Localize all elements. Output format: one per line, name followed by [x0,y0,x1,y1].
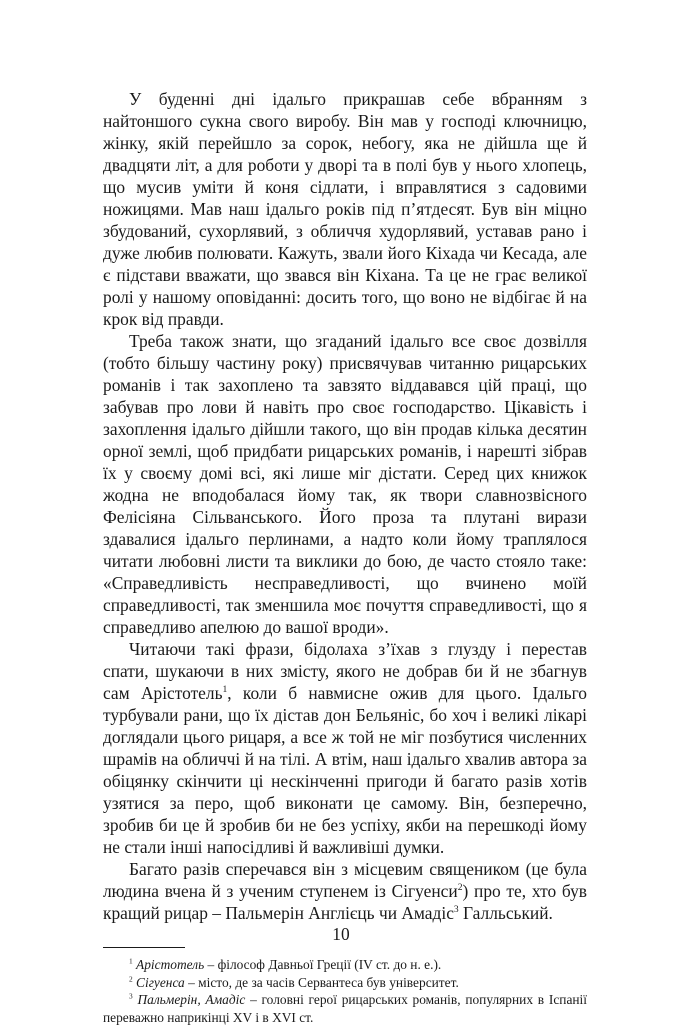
footnote-divider [103,947,185,948]
footnote-reference-1: 1 [222,684,228,696]
footnote-term: Пальмерін, Амадіс [137,992,246,1007]
footnote-text: – філософ Давньої Греції (IV ст. до н. е.). [204,957,442,972]
footnote-text: – головні герої рицарських романів, популярних в Іспанії переважно наприкінці XV і в XVI ст. [103,992,587,1025]
footnote-2 [103,974,587,992]
footnote-mark: 3 [129,991,133,1001]
footnote-text: – місто, де за часів Сервантеса був університет. [184,974,459,990]
footnote-mark: 1 [129,956,133,966]
paragraph-3-text-b: , коли б навмисне ожив для цього. Ідальго турбували рани, що їх дістав дон Бельяніс, бо хоч і великі лікарі доглядали цього рицаря, а все ж той не міг позбутися численних шрамів на обличчі й на тілі. А втім, наш ідальго хвалив автора за обіцянку скінчити ці нескінченні пригоди й багато разів хотів узятися за перо, щоб виконати це самому. Він, безперечно, зробив би це й зробив би не без успіху, якби на перешкоді йому не стали інші напосідливі й важливіші думки. [103,683,587,857]
paragraph-3-text-a: Читаючи такі фрази, бідолаха з’їхав з глузду і перестав спати, шукаючи в них змісту, якого не добрав би й не збагнув сам Арістотель [103,639,587,703]
footnote-reference-2: 2 [457,882,463,894]
paragraph-1: У буденні дні ідальго прикрашав себе вбранням з найтоншого сукна свого виробу. Він мав у господі ключницю, жінку, якій перейшло за сорок, небогу, яка не дійшла ще й двадцяти літ, а для роботи у дворі та в полі був у нього хлопець, що мусив уміти й коня сідлати, і вправлятися з садовими ножицями. Мав наш ідальго років під п’ятдесят. Був він міцно збудований, сухорлявий, з обличчя худорлявий, уставав рано і дуже любив полювати. Кажуть, звали його Кіхада чи Кесада, але є підстави вважати, що звався він Кіхана. Та це не грає великої ролі у нашому оповіданні: досить того, що воно не відбігає й на крок від правди. [103,89,587,329]
paragraph-4-text-b: ) про те, хто був кращий рицар – Пальмерін Англієць чи Амадіс [103,881,587,923]
footnote-term: Арістотель [136,957,205,972]
footnote-1 [103,956,587,974]
paragraph-3 [103,638,587,858]
paragraph-2: Треба також знати, що згаданий ідальго все своє дозвілля (тобто більшу частину року) присвячував читанню рицарських романів і так захоплено та завзято віддавався цій праці, що забував про лови й навіть про своє господарство. Цікавість і захоплення ідальго дійшли такого, що він продав кілька десятин орної землі, щоб придбати рицарських романів, і нарешті зібрав їх у своєму домі всі, які лише міг дістати. Серед цих книжок жодна не вподобалася йому так, як твори славнозвісного Фелісіяна Сільванського. Його проза та плутані вирази здавалися ідальго перлинами, а надто коли йому траплялося читати любовні листи та виклики до бою, де часто стояло таке: «Справедливість несправедливості, що вчинено моїй справедливості, так зменшила моє почуття справедливості, що я справедливо апелюю до вашої вроди». [103,331,587,637]
paragraph-4-text-c: Галльський. [458,903,553,923]
footnote-reference-3: 3 [453,904,459,916]
footnote-3 [103,991,587,1026]
paragraph-4-text-a: Багато разів сперечався він з місцевим священиком (це була людина вчена й з ученим ступенем із Сігуенси [103,859,587,901]
footnote-term: Сігуенса [136,974,185,990]
page-number: 10 [332,924,350,944]
page-body [103,88,587,1026]
footnote-mark: 2 [129,974,133,984]
paragraph-4 [103,858,587,924]
